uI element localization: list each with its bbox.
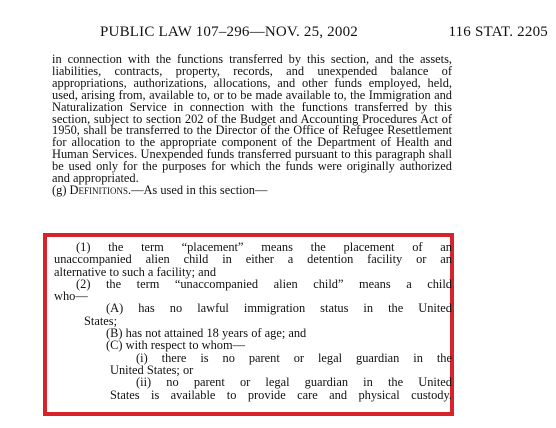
clause-ii-line-1: (ii) no parent or legal guardian in the United [136, 375, 452, 390]
clause-ii-line-2: States is available to provide care and physical custody. [110, 387, 452, 402]
subsection-g-title: Definitions [69, 182, 128, 197]
clause-i-line-2: United States; or [110, 362, 194, 377]
subsection-g-prefix: (g) [52, 182, 70, 197]
definition-1-line-1: (1) the term “placement” means the placement of an [76, 240, 452, 254]
clause-a-line-1: (A) has no lawful immigration status in the United [106, 301, 452, 316]
statute-citation: 116 STAT. 2205 [448, 24, 548, 40]
clause-b: (B) has not attained 18 years of age; and [106, 326, 307, 341]
subsection-g-heading [52, 182, 452, 197]
body-text [52, 52, 452, 197]
law-title: PUBLIC LAW 107–296—NOV. 25, 2002 [100, 24, 358, 40]
definition-1-line-2: unaccompanied alien child in either a detention facility or an [54, 252, 452, 267]
definition-2-line-1: (2) the term “unaccompanied alien child” means a child [76, 276, 452, 291]
funds-transfer-paragraph: in connection with the functions transferred by this section, and the assets, liabilities, contracts, property, records, and unexpended balance of appropriations, authorizations, allocations, and other funds employed, held, used, arising from, available to, or to be made available to, the Immigration and Naturalization Service in connection with the functions transferred by this section, subject to section 202 of the Budget and Accounting Procedures Act of 1950, shall be transferred to the Director of the Office of Refugee Resettlement for allocation to the appropriate component of the Department of Health and Human Services. Unexpended funds transferred pursuant to this paragraph shall be used only for the purposes for which the funds were originally authorized and appropriated. [52, 52, 452, 186]
clause-i-line-1: (i) there is no parent or legal guardian in the [136, 350, 452, 365]
page-header [0, 24, 556, 44]
clause-a-line-2: States; [84, 313, 118, 328]
definition-2-line-2: who— [54, 289, 88, 304]
clause-c: (C) with respect to whom— [106, 338, 246, 353]
subsection-g-suffix: .—As used in this section— [128, 182, 268, 197]
definition-1-line-3: alternative to such a facility; and [54, 264, 217, 279]
definitions-block [54, 241, 452, 401]
